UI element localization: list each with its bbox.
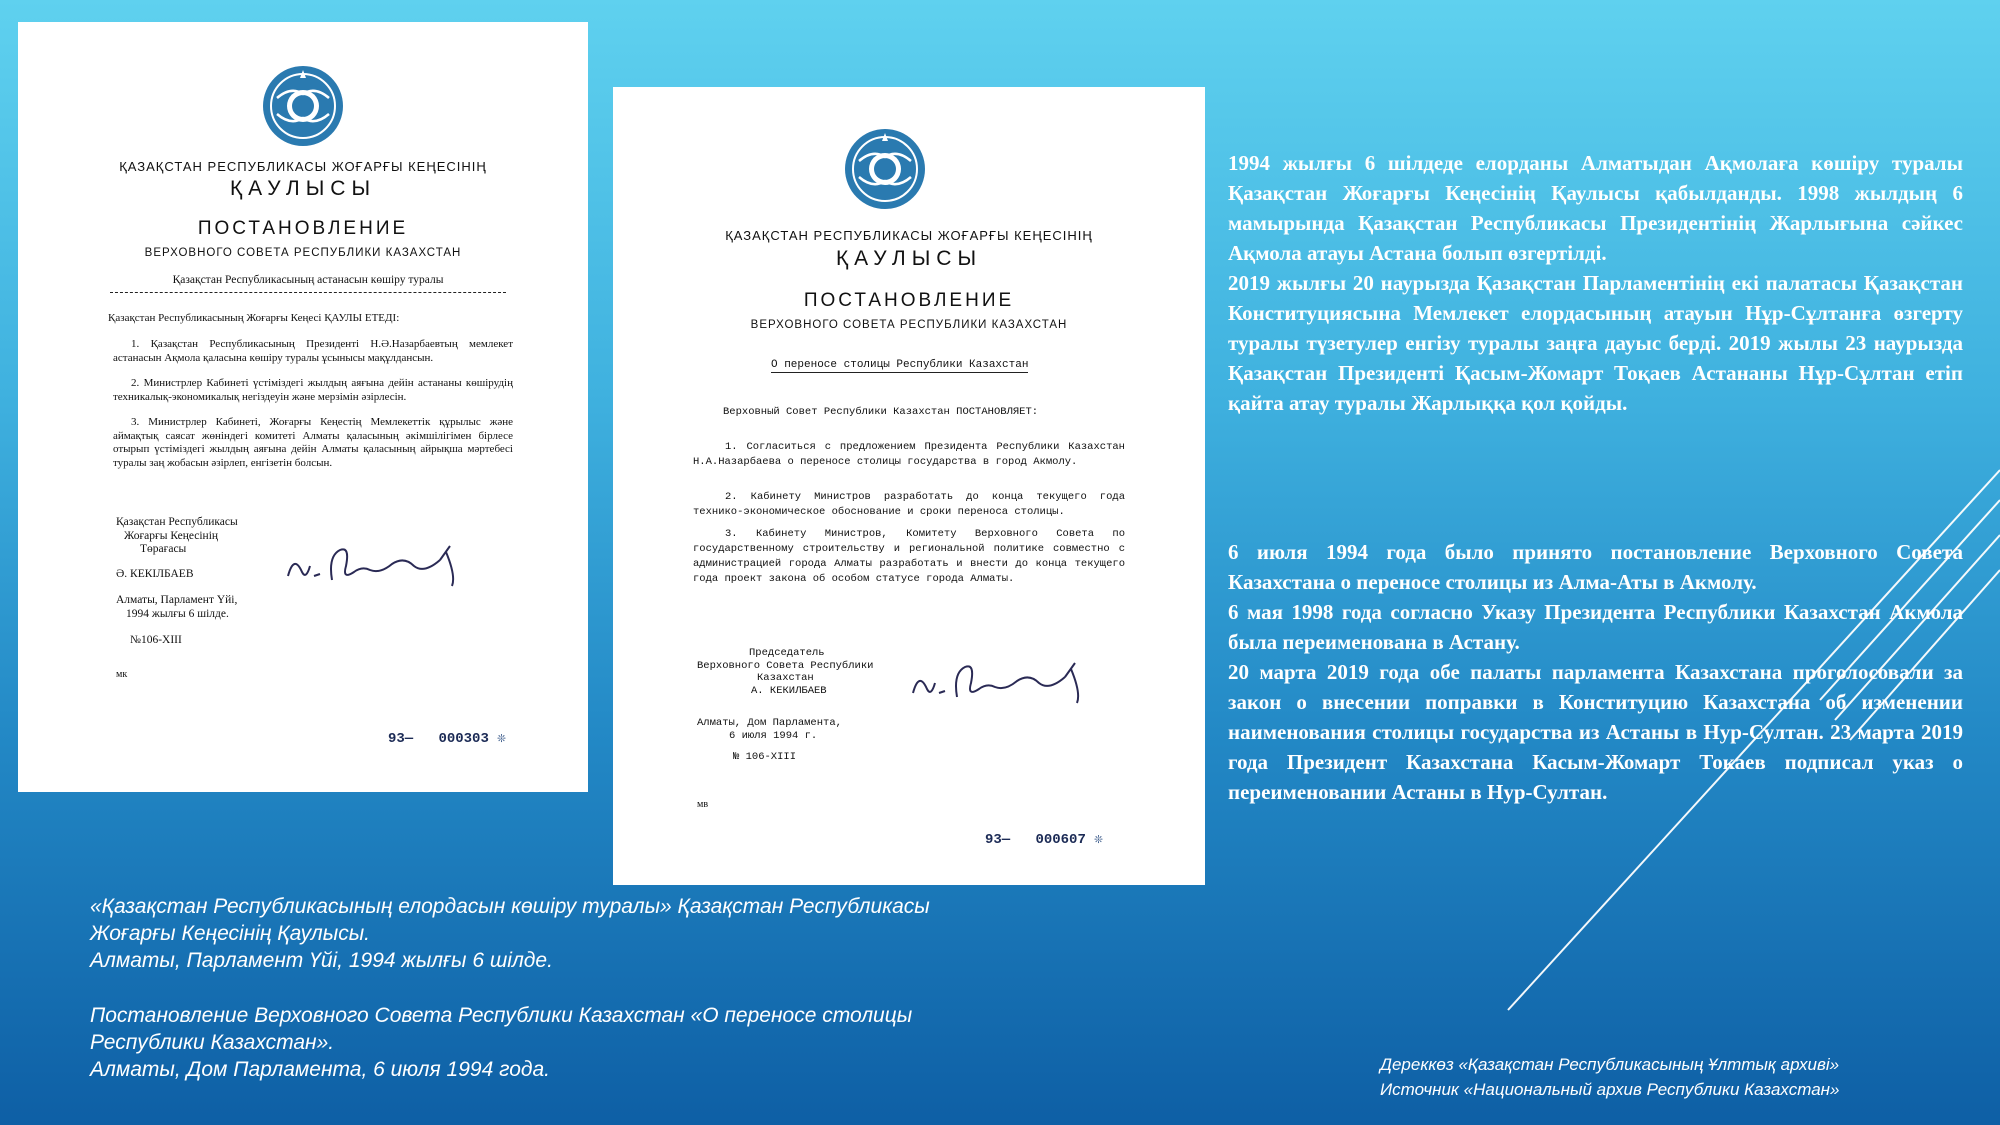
archive-prefix: 93— <box>985 832 1011 848</box>
item-2: 2. Кабинету Министров разработать до конца текущего года технико-экономическое обоснование и сроки переноса столицы. <box>693 491 1125 518</box>
heading-ru: ПОСТАНОВЛЕНИЕ <box>197 218 409 239</box>
signatory-name: А. КЕКИЛБАЕВ <box>751 685 827 697</box>
typist-initials: мк <box>116 669 128 680</box>
source-ru: Источник «Национальный архив Республики Казахстан» <box>1380 1080 1840 1099</box>
place-line: Алматы, Дом Парламента, <box>697 717 842 729</box>
document-subject: О переносе столицы Республики Казахстан <box>771 359 1029 371</box>
archive-prefix: 93— <box>388 731 414 747</box>
typist-initials: мв <box>697 799 709 810</box>
archive-number <box>388 730 506 747</box>
heading-kz: ҚАУЛЫСЫ <box>835 247 983 270</box>
document-russian-resolution <box>613 87 1205 885</box>
signatory-line-2: Верховного Совета Республики <box>697 659 874 672</box>
signature-icon <box>280 536 480 592</box>
document-subject: Қазақстан Республикасының астанасын көшіру туралы <box>172 274 444 286</box>
date-line: 6 июля 1994 г. <box>729 729 818 742</box>
caption-russian <box>90 1002 1050 1083</box>
archive-digits: 000303 <box>438 731 489 747</box>
item-3: 3. Министрлер Кабинеті, Жоғарғы Кеңестің Мемлекеттік құрылыс және аймақтық саясат жөніндегі комитеті Алматы қаласының әкімшілігімен бірлесе отырып үстіміздегі жылдың аяғына дейін Алматы қаласының айрықша мәртебесі туралы заң жобасын әзірлеп, енгізетін болсын. <box>113 416 513 469</box>
signatory-line-3: Төрағасы <box>140 543 187 555</box>
heading-kz: ҚАУЛЫСЫ <box>229 177 377 200</box>
document-number: №106-XIII <box>130 634 182 646</box>
signatory-line-3: Казахстан <box>757 672 814 684</box>
description-kz-paragraph-2: 2019 жылғы 20 наурызда Қазақстан Парламентінің екі палатасы Қазақстан Конституциясына Мемлекет елордасының атауын Нұр-Сұлтанға өзгерту туралы түзетулер енгізу туралы заңға дауыс берді. 2019 жылы 23 наурызда Қазақстан Президенті Қасым-Жомарт Тоқаев Астананы Нұр-Сұлтан етіп қайта атау туралы Жарлыққа қол қойды. <box>1228 271 1963 415</box>
item-1: 1. Согласиться с предложением Президента Республики Казахстан Н.А.Назарбаева о переносе столицы государства в город Акмолу. <box>693 441 1125 468</box>
org-title: ҚАЗАҚСТАН РЕСПУБЛИКАСЫ ЖОҒАРҒЫ КЕҢЕСІНІҢ <box>119 159 487 174</box>
document-number: № 106-XIII <box>733 751 797 763</box>
kazakhstan-emblem-icon <box>261 64 345 148</box>
item-2: 2. Министрлер Кабинеті үстіміздегі жылдың аяғына дейін астананы көшірудің техникалық-экономикалық негіздеуін және мерзімін әзірлесін. <box>113 377 513 403</box>
preamble: Қазақстан Республикасының Жоғарғы Кеңесі ҚАУЛЫ ЕТЕДІ: <box>108 312 400 324</box>
org-title: ҚАЗАҚСТАН РЕСПУБЛИКАСЫ ЖОҒАРҒЫ КЕҢЕСІНІҢ <box>725 228 1093 243</box>
item-3: 3. Кабинету Министров, Комитету Верховного Совета по государственному строительству и региональной политике совместно с администрацией города Алматы разработать и внести до конца текущего года проект закона об особом статусе города Алматы. <box>693 528 1125 585</box>
place-date <box>116 594 237 621</box>
signatory-line-2: Жоғарғы Кеңесінің <box>124 529 219 542</box>
document-kazakh-resolution <box>18 22 588 792</box>
signatory-title <box>116 516 238 557</box>
description-ru-paragraph-1: 6 июля 1994 года было принято постановление Верховного Совета Казахстана о переносе столицы из Алма-Аты в Акмолу. <box>1228 540 1963 594</box>
place-line: Алматы, Парламент Үйі, <box>116 594 238 606</box>
caption-kz-line-1: «Қазақстан Республикасының елордасын көшіру туралы» Қазақстан Республикасы <box>90 895 930 918</box>
council-ru: ВЕРХОВНОГО СОВЕТА РЕСПУБЛИКИ КАЗАХСТАН <box>144 247 462 259</box>
signatory-title <box>697 647 873 685</box>
heading-ru: ПОСТАНОВЛЕНИЕ <box>803 290 1015 311</box>
signatory-line-1: Председатель <box>749 647 825 659</box>
council-ru: ВЕРХОВНОГО СОВЕТА РЕСПУБЛИКИ КАЗАХСТАН <box>750 319 1068 331</box>
preamble: Верховный Совет Республики Казахстан ПОСТАНОВЛЯЕТ: <box>723 406 1039 418</box>
date-line: 1994 жылғы 6 шілде. <box>126 607 229 620</box>
caption-ru-line-3: Алматы, Дом Парламента, 6 июля 1994 года. <box>90 1058 551 1081</box>
signatory-name: Ә. КЕКІЛБАЕВ <box>116 568 194 580</box>
archive-mark-icon: ❊ <box>1094 832 1103 848</box>
description-kazakh <box>1228 148 1963 418</box>
caption-kazakh <box>90 893 1050 974</box>
divider <box>110 292 506 293</box>
caption-ru-line-2: Республики Казахстан». <box>90 1031 335 1054</box>
description-ru-paragraph-2: 6 мая 1998 года согласно Указу Президента Республики Казахстан Акмола была переименована в Астану. <box>1228 600 1963 654</box>
signatory-line-1: Қазақстан Республикасы <box>116 516 238 528</box>
archive-digits: 000607 <box>1035 832 1086 848</box>
description-kz-paragraph-1: 1994 жылғы 6 шілдеде елорданы Алматыдан Ақмолаға көшіру туралы Қазақстан Жоғарғы Кеңесінің Қаулысы қабылданды. 1998 жылдың 6 мамырында Қазақстан Республикасы Президентінің Жарлығына сәйкес Ақмола атауы Астана болып өзгертілді. <box>1228 151 1963 265</box>
signature-icon <box>905 653 1105 709</box>
place-date <box>697 717 842 742</box>
description-russian <box>1228 537 1963 807</box>
source-kz: Дереккөз «Қазақстан Республикасының Ұлттық архиві» <box>1380 1055 1840 1074</box>
caption-kz-line-3: Алматы, Парламент Үйі, 1994 жылғы 6 шілде. <box>90 949 553 972</box>
item-1: 1. Қазақстан Республикасының Президенті Н.Ә.Назарбаевтың мемлекет астанасын Ақмола қаласына көшіру туралы ұсынысы мақұлдансын. <box>113 338 513 364</box>
description-ru-paragraph-3: 20 марта 2019 года обе палаты парламента Казахстана проголосовали за закон о внесении поправки в Конституцию Казахстана об изменении наименования столицы государства из Астаны в Нур-Султан. 23 марта 2019 года Президент Казахстана Касым-Жомарт Токаев подписал указ о переименовании Астаны в Нур-Султан. <box>1228 660 1963 804</box>
caption-kz-line-2: Жоғарғы Кеңесінің Қаулысы. <box>90 922 370 945</box>
kazakhstan-emblem-icon <box>843 127 927 211</box>
archive-mark-icon: ❊ <box>497 731 506 747</box>
caption-ru-line-1: Постановление Верховного Совета Республики Казахстан «О переносе столицы <box>90 1004 913 1027</box>
source-credit <box>1380 1052 1839 1102</box>
archive-number <box>985 831 1103 848</box>
